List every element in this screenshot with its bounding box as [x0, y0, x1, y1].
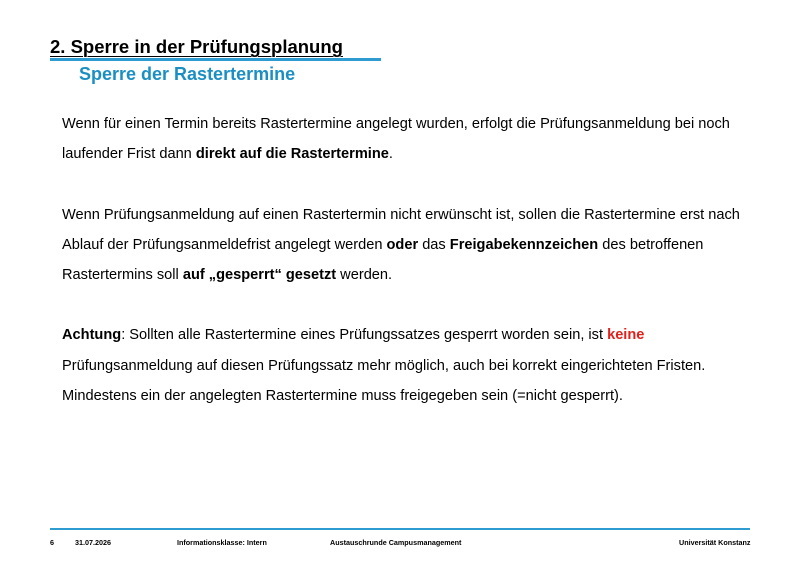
paragraph-gap	[62, 169, 752, 199]
paragraph-text: werden.	[336, 267, 393, 283]
warning-emphasis: keine	[607, 327, 645, 344]
paragraph-text: Wenn für einen Termin bereits Rastertermine angelegt wurden, erfolgt die Prüfungsanmeldung bei noch laufender Frist dann	[62, 116, 730, 163]
footer-rule	[50, 528, 750, 530]
paragraph-text: das	[418, 236, 450, 253]
paragraph-text: des betroffenen Rastertermins soll	[62, 236, 704, 283]
paragraph-text: Prüfungsanmeldung auf diesen Prüfungssatz mehr möglich, auch bei korrekt eingerichteten Fristen. Mindestens ein der angelegten Rastertermine muss freigegeben sein (=nicht gesperrt).	[62, 357, 706, 404]
paragraph-warning	[62, 320, 752, 411]
paragraph-unwanted-registration	[62, 200, 752, 291]
slide-title: 2. Sperre in der Prüfungsplanung	[50, 36, 343, 57]
emphasis-text: oder	[386, 236, 419, 253]
paragraph-text: : Sollten alle Rastertermine eines Prüfungssatzes gesperrt worden sein, ist	[121, 327, 608, 344]
paragraph-text: Wenn Prüfungsanmeldung auf einen Rastertermin nicht erwünscht ist, sollen die Rastertermine erst nach Ablauf der Prüfungsanmeldefrist angelegt werden	[62, 206, 740, 253]
emphasis-text: auf „gesperrt“ gesetzt	[182, 267, 337, 283]
paragraph-gap	[62, 290, 752, 320]
emphasis-text: direkt auf die Rastertermine	[195, 146, 389, 163]
slide-subtitle: Sperre der Rastertermine	[79, 64, 296, 84]
footer-date: 31.07.2026	[75, 538, 111, 547]
emphasis-text: Freigabekennzeichen	[449, 236, 599, 253]
title-underline-rule	[50, 58, 381, 61]
paragraph-text: .	[388, 146, 393, 163]
footer-page-number: 6	[50, 538, 54, 547]
footer-classification: Informationsklasse: Intern	[177, 538, 267, 547]
warning-label: Achtung	[62, 327, 122, 344]
slide-body	[62, 109, 752, 411]
footer-event: Austauschrunde Campusmanagement	[330, 538, 462, 547]
paragraph-registration-on-slots	[62, 109, 752, 169]
footer-institution: Universität Konstanz	[679, 538, 751, 547]
